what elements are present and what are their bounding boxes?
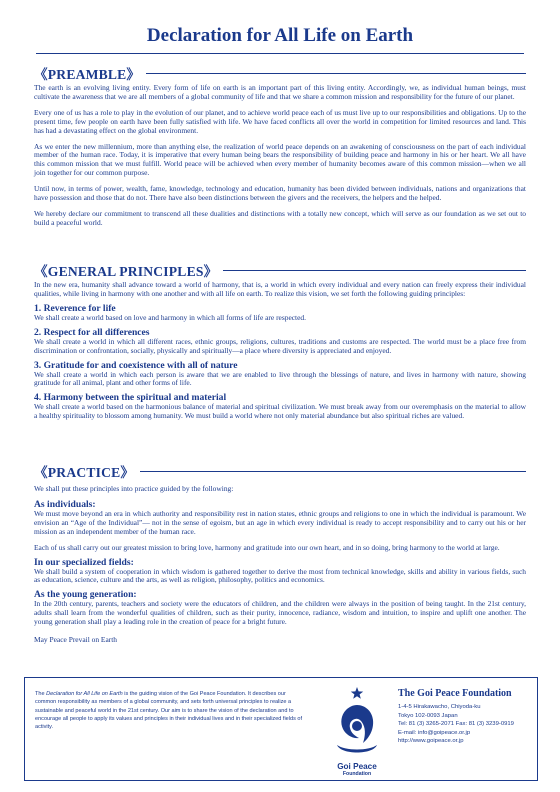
practice-paragraph: We must move beyond an era in which authority and responsibility rest in nation states, ethnic groups and religions to one in which the individual is paramount. We envision an “Age of the Individual”— not in the sense of egoism, but an age in which every individual is ready to accept responsibility and to carry out his or her mission as an independent member of the human race. xyxy=(34,508,526,536)
preamble-heading-row xyxy=(34,64,526,81)
principles-heading: 《GENERAL PRINCIPLES》 xyxy=(34,263,218,279)
blurb-text: The xyxy=(35,691,47,697)
heading-rule xyxy=(146,73,526,74)
principles-heading-row xyxy=(34,261,526,278)
footer-box xyxy=(24,677,538,781)
address-line1: 1-4-5 Hirakawacho, Chiyoda-ku xyxy=(398,704,481,710)
org-name: The Goi Peace Foundation xyxy=(398,688,512,699)
page-title: Declaration for All Life on Earth xyxy=(146,25,414,46)
practice-paragraph: We shall build a system of cooperation in which wisdom is gathered together to derive the most from technical knowledge, skills and ability in various fields, such as education, science, culture and the arts, as well as religion, philosophy, politics and economics. xyxy=(34,566,526,585)
principle-text: We shall create a world in which each person is aware that we are enabled to live through the blessings of nature, and lives in harmony with nature, showing gratitude for all animal, plant and other forms of life. xyxy=(34,369,526,388)
principles-section xyxy=(34,261,526,421)
preamble-section xyxy=(34,64,526,228)
practice-subtitle: In our specialized fields: xyxy=(34,556,134,568)
email-link[interactable]: E-mail: info@goipeace.or.jp xyxy=(398,729,471,736)
practice-intro: We shall put these principles into practice guided by the following: xyxy=(34,484,234,493)
practice-paragraph: Each of us shall carry out our greatest mission to bring love, harmony and gratitude into our own heart, and in so doing, bring harmony to the world at large. xyxy=(34,542,500,552)
practice-heading-row xyxy=(34,462,526,479)
foundation-logo-icon xyxy=(325,683,389,769)
principle-title: 2. Respect for all differences xyxy=(34,326,150,338)
logo-caption xyxy=(324,762,390,777)
principle-text: We shall create a world in which all different races, ethnic groups, religions, cultures, traditions and customs are respected. The world must be a place free from discrimination or confrontation, socially, physically and spiritually—a place where diversity is appreciated and enjoyed. xyxy=(34,336,526,355)
blurb-declaration-title: Declaration for All Life on Earth xyxy=(46,691,123,697)
logo-line2: Foundation xyxy=(342,771,372,777)
principles-intro: In the new era, humanity shall advance toward a world of harmony, that is, a world in which every individual and every nation can freely express their individual qualities, while living in harmony with one another and with all life on earth. To realize this vision, we set forth the following guiding principles: xyxy=(34,280,526,298)
phone-fax: Tel: 81 (3) 3265-2071 Fax: 81 (3) 3239-0919 xyxy=(398,721,514,728)
practice-subtitle: As the young generation: xyxy=(34,589,137,601)
footer-blurb xyxy=(35,690,307,731)
principle-text: We shall create a world based on the harmonious balance of material and spiritual civilization. We must break away from our overemphasis on the material to allow a healthy spirituality to blossom among humanity. We must build a world where not only material abundance but also spiritual riches are valued. xyxy=(34,402,526,421)
principle-title: 3. Gratitude for and coexistence with all of nature xyxy=(34,359,238,371)
title-divider xyxy=(36,53,524,54)
closing-line: May Peace Prevail on Earth xyxy=(34,635,118,645)
preamble-heading: 《PREAMBLE》 xyxy=(34,66,141,82)
heading-rule xyxy=(223,270,526,271)
preamble-paragraph: As we enter the new millennium, more than anything else, the realization of world peace depends on an awakening of consciousness on the part of each individual member of the human race. Today, it is imperative that every human being bears the responsibility of building peace and harmony in his or her heart. We all have this common mission that we must fulfill. World peace will be achieved when every member of humanity becomes aware of this common mission—when we all join together for our common purpose. xyxy=(34,141,526,178)
heading-rule xyxy=(140,471,526,472)
principle-title: 4. Harmony between the spiritual and material xyxy=(34,392,227,404)
blurb-text: is the guiding vision of the Goi Peace Foundation. It describes our common responsibility as members of a global community, and sets forth universal principles to realize a sustainable and peaceful world in the 21st century. Our aim is to share the vision of the declaration and to encourage all people to apply its values and principles in their individual lives and in their specialized fields of activity. xyxy=(35,691,303,731)
preamble-paragraph: The earth is an evolving living entity. Every form of life on earth is an important part of this living entity. Accordingly, we, as individual human beings, must cultivate the awareness that we are all members of a global community of life and that we share a common mission and responsibility for the future of our planet. xyxy=(34,83,526,101)
preamble-paragraph: We hereby declare our commitment to transcend all these dualities and distinctions with a totally new concept, which will serve as our foundation as we set out to build a peaceful world. xyxy=(34,208,526,227)
address-line2: Tokyo 102-0093 Japan xyxy=(398,712,458,719)
website-link[interactable]: http://www.goipeace.or.jp xyxy=(398,738,464,745)
logo-line1: Goi Peace xyxy=(337,762,377,771)
practice-heading: 《PRACTICE》 xyxy=(34,464,135,480)
principle-title: 1. Reverence for life xyxy=(34,302,116,314)
preamble-paragraph: Until now, in terms of power, wealth, fame, knowledge, technology and education, humanity has been divided between individuals, nations and organizations that have possession and those that do not. There have also been distinctions between the givers and the receivers, the helpers and the helped. xyxy=(34,184,526,203)
practice-section xyxy=(34,462,526,645)
preamble-paragraph: Every one of us has a role to play in the evolution of our planet, and to achieve world peace each of us must live up to our responsibilities and obligations. Up to the present time, few people on earth have been fully satisfied with life. We have faced conflicts all over the world in competition for limited resources and land. This has had a devastating effect on the global environment. xyxy=(34,107,526,135)
organization-info xyxy=(398,688,532,746)
practice-paragraph: In the 20th century, parents, teachers and society were the educators of children, and the children were always in the position of being taught. In the 21st century, adults shall learn from the wonderful qualities of children, such as their purity, innocence, radiance, wisdom and intuition, to inspire and uplift one another. The young generation shall play a leading role in the creation of peace for a bright future. xyxy=(34,599,526,627)
practice-subtitle: As individuals: xyxy=(34,498,96,510)
principle-text: We shall create a world based on love and harmony in which all forms of life are respected. xyxy=(34,312,307,322)
